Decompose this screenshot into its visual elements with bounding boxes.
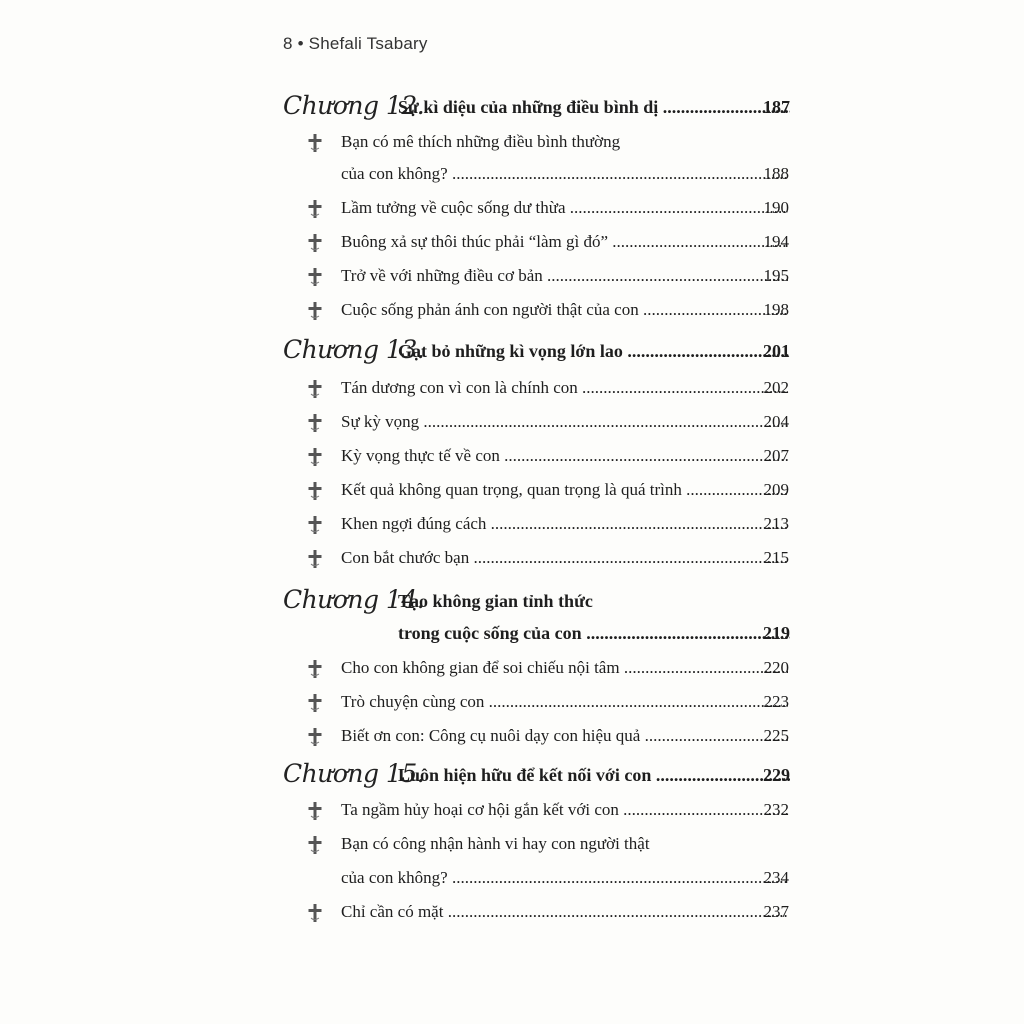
- toc-chapter-row: Chương 15. Luôn hiện hữu để kết nối với con ..... 229: [0, 758, 1024, 792]
- section-title: Trở về với những điều cơ bản .....: [341, 266, 788, 286]
- toc-section-row: Con bắt chước bạn ..... 215: [0, 540, 1024, 574]
- toc-chapter-row: trong cuộc sống của con ..... 219: [0, 616, 1024, 650]
- section-title: Cuộc sống phản ánh con người thật của con .....: [341, 300, 788, 320]
- chapter-word: Chương 14.: [283, 585, 425, 614]
- cross-ornament-icon: [308, 660, 322, 678]
- toc-section-row: Sự kỳ vọng ..... 204: [0, 404, 1024, 438]
- toc-section-row: Chỉ cần có mặt ..... 237: [0, 894, 1024, 928]
- section-title: Cho con không gian để soi chiếu nội tâm .....: [341, 658, 788, 678]
- toc-section-row: [0, 826, 1024, 860]
- toc-section-row: Buông xả sự thôi thúc phải “làm gì đó” ..... 194: [0, 224, 1024, 258]
- section-title: của con không? .....: [341, 868, 788, 888]
- section-title: Khen ngợi đúng cách .....: [341, 514, 788, 534]
- cross-ornament-icon: [308, 414, 322, 432]
- chapter-title: Gạt bỏ những kì vọng lớn lao .....: [398, 341, 790, 362]
- toc-section-row: Trở về với những điều cơ bản ..... 195: [0, 258, 1024, 292]
- toc-section-row: Biết ơn con: Công cụ nuôi dạy con hiệu quả ..... 225: [0, 718, 1024, 752]
- cross-ornament-icon: [308, 516, 322, 534]
- chapter-title: Sự kì diệu của những điều bình dị .....: [398, 97, 790, 118]
- cross-ornament-icon: [308, 694, 322, 712]
- section-title: Lầm tưởng về cuộc sống dư thừa .....: [341, 198, 788, 218]
- cross-ornament-icon: [308, 550, 322, 568]
- chapter-word: Chương 15.: [283, 759, 425, 788]
- cross-ornament-icon: [308, 380, 322, 398]
- cross-ornament-icon: [308, 836, 322, 854]
- chapter-title: Luôn hiện hữu để kết nối với con .....: [398, 765, 790, 786]
- toc-section-row: Khen ngợi đúng cách ..... 213: [0, 506, 1024, 540]
- section-title: Bạn có công nhận hành vi hay con người thật: [341, 834, 650, 853]
- cross-ornament-icon: [308, 482, 322, 500]
- toc-section-row: [0, 124, 1024, 158]
- cross-ornament-icon: [308, 904, 322, 922]
- chapter-word: Chương 13.: [283, 335, 425, 364]
- toc-section-row: của con không? ..... 188: [0, 156, 1024, 190]
- section-title: Buông xả sự thôi thúc phải “làm gì đó” .....: [341, 232, 788, 252]
- section-title: Sự kỳ vọng .....: [341, 412, 788, 432]
- cross-ornament-icon: [308, 234, 322, 252]
- section-title: của con không? .....: [341, 164, 788, 184]
- cross-ornament-icon: [308, 134, 322, 152]
- section-title: Bạn có mê thích những điều bình thường: [341, 132, 621, 151]
- cross-ornament-icon: [308, 302, 322, 320]
- section-title: Con bắt chước bạn .....: [341, 548, 788, 568]
- section-title: Kỳ vọng thực tế về con .....: [341, 446, 788, 466]
- toc-section-row: Tán dương con vì con là chính con ..... 202: [0, 370, 1024, 404]
- toc-section-row: Kết quả không quan trọng, quan trọng là quá trình ..... 209: [0, 472, 1024, 506]
- toc-chapter-row: Chương 12. Sự kì diệu của những điều bình dị ..... 187: [0, 90, 1024, 124]
- cross-ornament-icon: [308, 448, 322, 466]
- toc-section-row: Kỳ vọng thực tế về con ..... 207: [0, 438, 1024, 472]
- section-title: Tán dương con vì con là chính con .....: [341, 378, 788, 398]
- toc-chapter-row: Chương 13. Gạt bỏ những kì vọng lớn lao ..... 201: [0, 334, 1024, 368]
- chapter-title: trong cuộc sống của con .....: [398, 623, 790, 644]
- toc-section-row: Ta ngầm hủy hoại cơ hội gắn kết với con ..... 232: [0, 792, 1024, 826]
- toc-section-row: Trò chuyện cùng con ..... 223: [0, 684, 1024, 718]
- cross-ornament-icon: [308, 200, 322, 218]
- chapter-title: Tạo không gian tỉnh thức: [398, 591, 593, 611]
- cross-ornament-icon: [308, 728, 322, 746]
- toc-chapter-row: [0, 584, 1024, 618]
- section-title: Biết ơn con: Công cụ nuôi dạy con hiệu quả .....: [341, 726, 788, 746]
- running-head: 8 • Shefali Tsabary: [283, 34, 428, 53]
- section-title: Chỉ cần có mặt .....: [341, 902, 788, 922]
- toc-section-row: Cho con không gian để soi chiếu nội tâm ..... 220: [0, 650, 1024, 684]
- cross-ornament-icon: [308, 268, 322, 286]
- toc-section-row: của con không? ..... 234: [0, 860, 1024, 894]
- toc-section-row: Lầm tưởng về cuộc sống dư thừa ..... 190: [0, 190, 1024, 224]
- cross-ornament-icon: [308, 802, 322, 820]
- section-title: Trò chuyện cùng con .....: [341, 692, 788, 712]
- toc-section-row: Cuộc sống phản ánh con người thật của con ..... 198: [0, 292, 1024, 326]
- chapter-word: Chương 12.: [283, 91, 425, 120]
- section-title: Ta ngầm hủy hoại cơ hội gắn kết với con .....: [341, 800, 788, 820]
- section-title: Kết quả không quan trọng, quan trọng là quá trình .....: [341, 480, 788, 500]
